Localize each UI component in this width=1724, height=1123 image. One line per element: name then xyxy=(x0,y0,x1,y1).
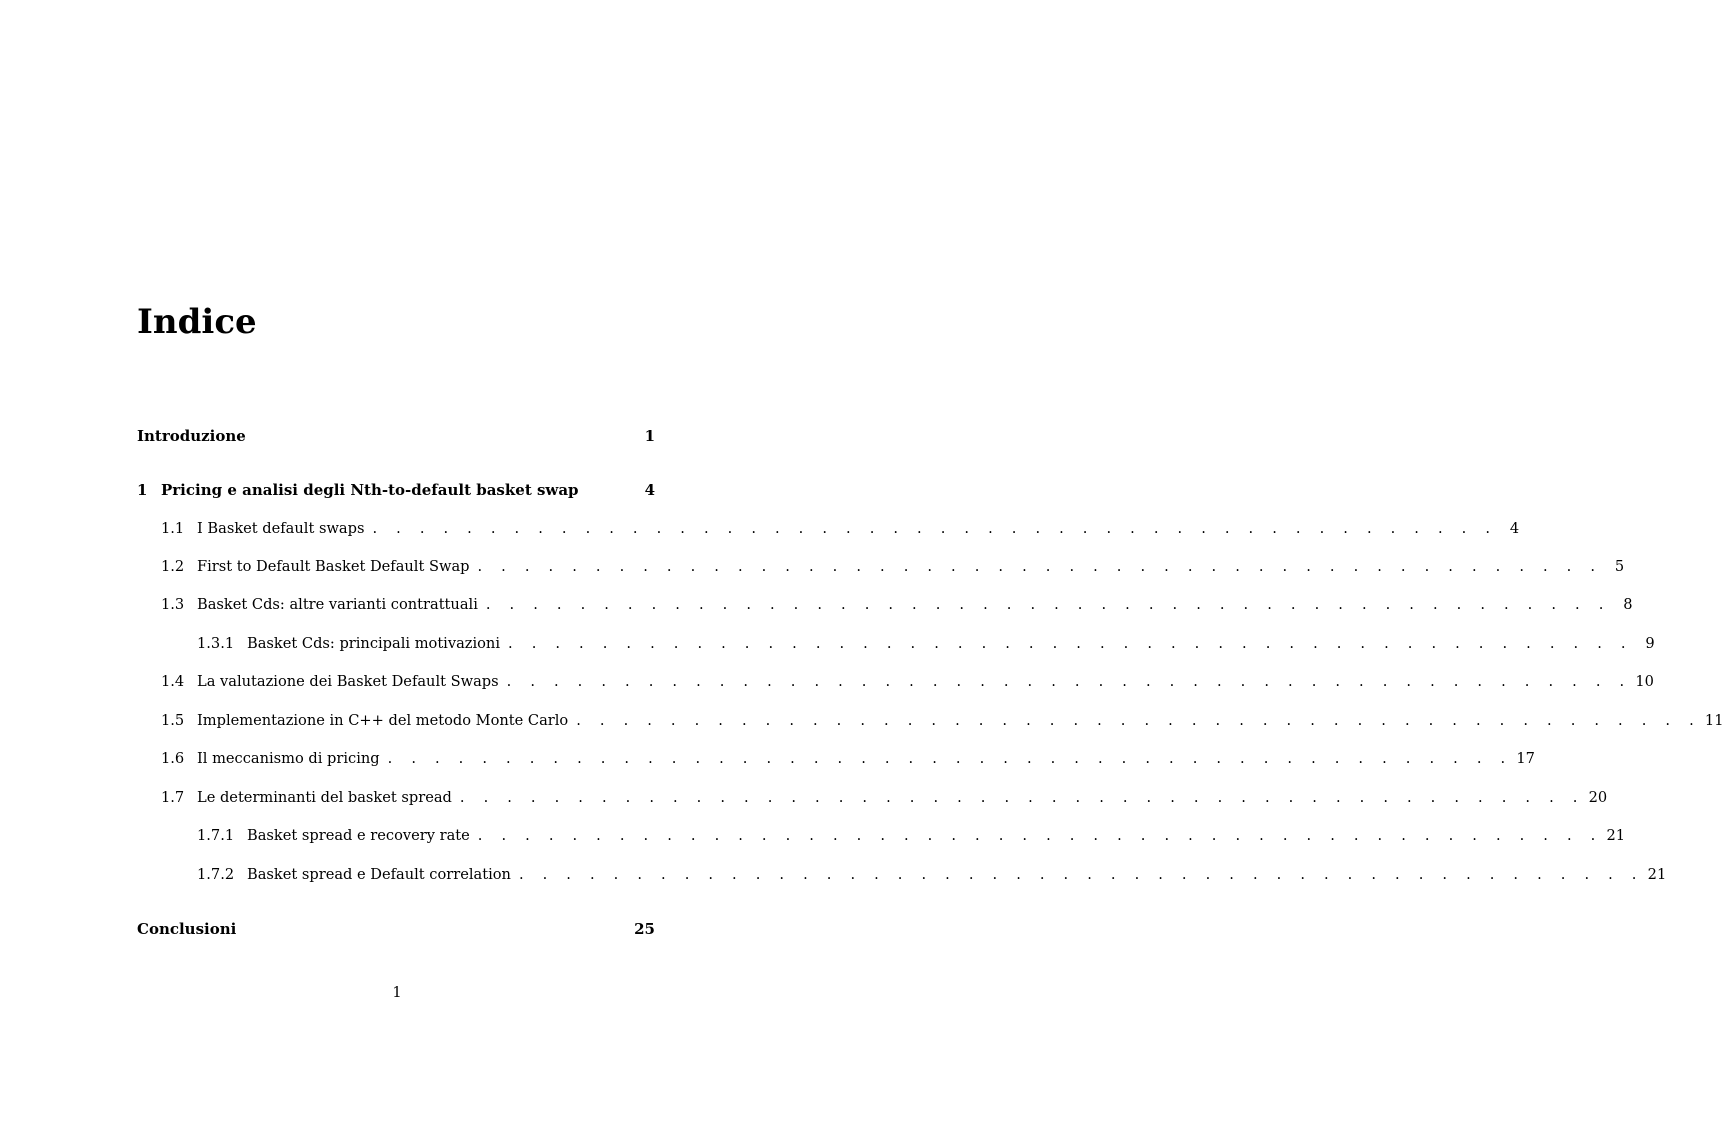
toc-entry-page: 4 xyxy=(644,481,655,499)
toc-leader: . . . . . . . . . . . . . . . . . . . . . . . . . . . . . . . . . . . . . . . . . . . . . . . . xyxy=(459,789,1585,806)
toc-entry-section-1-1[interactable] xyxy=(161,519,1520,539)
toc-entry-label: Basket spread e recovery rate xyxy=(247,827,470,844)
toc-leader: . . . . . . . . . . . . . . . . . . . . . . . . . . . . . . . . . . . . . . . . . . . . . . . . xyxy=(508,635,1633,652)
toc-entry-page: 5 xyxy=(1614,558,1625,575)
page-title: Indice xyxy=(137,302,257,342)
toc-entry-number: 1.4 xyxy=(161,673,185,690)
toc-entry-label: Le determinanti del basket spread xyxy=(197,789,452,806)
toc-entry-label: I Basket default swaps xyxy=(197,520,365,537)
toc-leader: . . . . . . . . . . . . . . . . . . . . . . . . . . . . . . . . . . . . . . . . . . . . . . . . xyxy=(518,866,1644,883)
toc-entry-subsection-1-3-1[interactable] xyxy=(197,634,1655,654)
toc-entry-label: Il meccanismo di pricing xyxy=(197,750,380,767)
toc-entry-subsection-1-7-2[interactable] xyxy=(197,865,1667,885)
toc-entry-page: 17 xyxy=(1516,750,1535,767)
toc-leader: . . . . . . . . . . . . . . . . . . . . . . . . . . . . . . . . . . . . . . . . . . . . . . . . xyxy=(372,520,1498,537)
toc-entry-number: 1.6 xyxy=(161,750,185,767)
toc-entry-section-1-5[interactable] xyxy=(161,711,1724,731)
toc-entry-chapter-1[interactable] xyxy=(137,480,655,500)
toc-entry-number: 1.3 xyxy=(161,596,185,613)
toc-entry-label: Basket Cds: principali motivazioni xyxy=(247,635,501,652)
toc-entry-section-1-3[interactable] xyxy=(161,595,1633,615)
toc-entry-introduzione[interactable] xyxy=(137,426,655,446)
toc-entry-number: 1.7.2 xyxy=(197,866,235,883)
toc-entry-page: 20 xyxy=(1588,789,1608,806)
toc-entry-number: 1 xyxy=(137,481,148,499)
toc-entry-section-1-4[interactable] xyxy=(161,672,1654,692)
toc-leader: . . . . . . . . . . . . . . . . . . . . . . . . . . . . . . . . . . . . . . . . . . . . . . . . xyxy=(387,750,1513,767)
toc-entry-number: 1.1 xyxy=(161,520,185,537)
toc-entry-label: Implementazione in C++ del metodo Monte Carlo xyxy=(197,712,569,729)
toc-entry-label: First to Default Basket Default Swap xyxy=(197,558,470,575)
toc-entry-page: 10 xyxy=(1635,673,1654,690)
toc-entry-page: 25 xyxy=(634,920,655,938)
toc-entry-label: Basket Cds: altre varianti contrattuali xyxy=(197,596,478,613)
toc-entry-section-1-2[interactable] xyxy=(161,557,1625,577)
toc-leader: . . . . . . . . . . . . . . . . . . . . . . . . . . . . . . . . . . . . . . . . . . . . . . . . xyxy=(477,558,1603,575)
toc-entry-number: 1.3.1 xyxy=(197,635,235,652)
toc-entry-page: 4 xyxy=(1509,520,1520,537)
toc-entry-section-1-7[interactable] xyxy=(161,788,1608,808)
toc-entry-label: Introduzione xyxy=(137,427,246,445)
toc-leader: . . . . . . . . . . . . . . . . . . . . . . . . . . . . . . . . . . . . . . . . . . . . . . . . xyxy=(576,712,1701,729)
toc-entry-label: Conclusioni xyxy=(137,920,237,938)
toc-entry-subsection-1-7-1[interactable] xyxy=(197,826,1626,846)
toc-leader: . . . . . . . . . . . . . . . . . . . . . . . . . . . . . . . . . . . . . . . . . . . . . . . . xyxy=(477,827,1603,844)
toc-entry-label: Basket spread e Default correlation xyxy=(247,866,511,883)
toc-leader: . . . . . . . . . . . . . . . . . . . . . . . . . . . . . . . . . . . . . . . . . . . . . . . . xyxy=(506,673,1632,690)
toc-entry-page: 11 xyxy=(1704,712,1724,729)
toc-entry-number: 1.5 xyxy=(161,712,185,729)
toc-entry-number: 1.7 xyxy=(161,789,185,806)
toc-entry-page: 8 xyxy=(1623,596,1633,613)
toc-entry-section-1-6[interactable] xyxy=(161,749,1535,769)
toc-entry-number: 1.7.1 xyxy=(197,827,235,844)
footer-page-number: 1 xyxy=(392,984,402,1001)
toc-entry-page: 9 xyxy=(1645,635,1655,652)
toc-entry-page: 21 xyxy=(1647,866,1667,883)
toc-entry-page: 21 xyxy=(1606,827,1626,844)
toc-entry-label: La valutazione dei Basket Default Swaps xyxy=(197,673,499,690)
toc-entry-page: 1 xyxy=(644,427,655,445)
toc-leader: . . . . . . . . . . . . . . . . . . . . . . . . . . . . . . . . . . . . . . . . . . . . . . . . xyxy=(485,596,1611,613)
toc-entry-number: 1.2 xyxy=(161,558,185,575)
toc-entry-conclusioni[interactable] xyxy=(137,919,655,939)
toc-entry-label: Pricing e analisi degli Nth-to-default basket swap xyxy=(161,481,579,499)
